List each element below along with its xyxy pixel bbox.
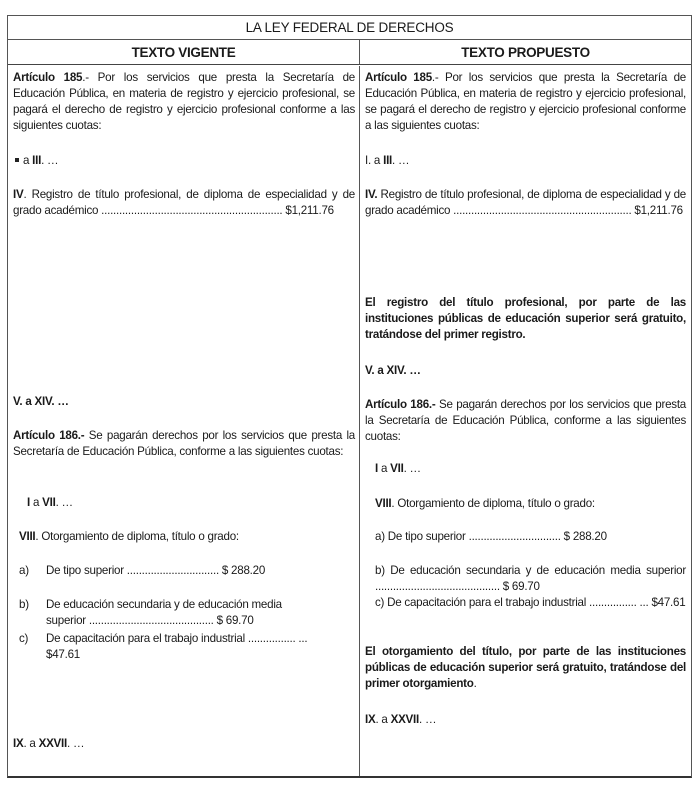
current-fractions-i-vii: I a VII. … <box>27 496 73 509</box>
current-item-a: a) De tipo superior ............................... $ 288.20 <box>19 564 266 577</box>
current-fractions-ix-xxvii: IX. a XXVII. … <box>13 737 85 750</box>
header-row <box>8 40 691 65</box>
current-article-185: Artículo 185.- Por los servicios que presta la Secretaría de Educación Pública, en materia de registro y ejercicio profesional, se pagará el derecho de registro y ejercicio profesional conforme a las siguientes cuotas: <box>13 71 356 132</box>
current-article-186: Artículo 186.- Se pagarán derechos por los servicios que presta la Secretaría de Educación Pública, conforme a las siguientes cuotas: <box>13 429 355 458</box>
header-texto-vigente: TEXTO VIGENTE <box>8 40 360 64</box>
proposed-fractions-v-xiv: V. a XIV. … <box>365 364 421 377</box>
current-item-c: c) De capacitación para el trabajo industrial ................ ... $47.61 <box>19 632 308 661</box>
proposed-article-185: Artículo 185.- Por los servicios que presta la Secretaría de Educación Pública, en materia de registro y ejercicio profesional, se pagará el derecho de registro y ejercicio profesional conforme a las siguientes cuotas: <box>365 71 686 132</box>
proposed-item-b: b) De educación secundaria y de educación media superior .......................................... $ 69.70 <box>375 564 686 593</box>
proposed-fraction-iv: IV. Registro de título profesional, de diploma de especialidad y de grado académico ............................................................ $1,211.76 <box>365 188 686 217</box>
header-texto-propuesto: TEXTO PROPUESTO <box>461 44 590 60</box>
proposed-fractions-i-iii: I. a III. … <box>365 154 410 167</box>
bullet-icon <box>15 158 19 162</box>
proposed-otorgamiento-gratuito: El otorgamiento del título, por parte de las instituciones públicas de educación superior será gratuito, tratándose del primer otorgamiento. <box>365 645 686 690</box>
table-title: LA LEY FEDERAL DE DERECHOS <box>8 16 691 40</box>
current-fractions-v-xiv: V. a XIV. … <box>13 395 69 408</box>
column-texto-vigente <box>8 66 360 776</box>
proposed-registro-gratuito: El registro del título profesional, por parte de las instituciones públicas de educación superior será gratuito, tratándose del primer registro. <box>365 296 686 341</box>
current-fractions-i-iii: a III. … <box>13 153 355 169</box>
proposed-item-a: a) De tipo superior ............................... $ 288.20 <box>375 530 607 543</box>
proposed-fractions-i-vii: I a VII. … <box>375 462 421 475</box>
proposed-item-c: c) De capacitación para el trabajo industrial ................ ... $47.61 <box>375 596 686 609</box>
comparison-table <box>7 15 692 778</box>
current-item-b: b) De educación secundaria y de educación media superior .......................................... $ 69.70 <box>19 598 282 627</box>
column-texto-propuesto <box>360 66 691 776</box>
proposed-fraction-viii: VIII. Otorgamiento de diploma, título o grado: <box>375 497 595 510</box>
current-fraction-iv: IV. Registro de título profesional, de diploma de especialidad y de grado académico ............................................................. $1,211.76 <box>13 188 355 217</box>
proposed-fractions-ix-xxvii: IX. a XXVII. … <box>365 713 437 726</box>
proposed-article-186: Artículo 186.- Se pagarán derechos por los servicios que presta la Secretaría de Educación Pública, conforme a las siguientes cuotas: <box>365 398 687 443</box>
current-fraction-viii: VIII. Otorgamiento de diploma, título o grado: <box>19 530 239 543</box>
